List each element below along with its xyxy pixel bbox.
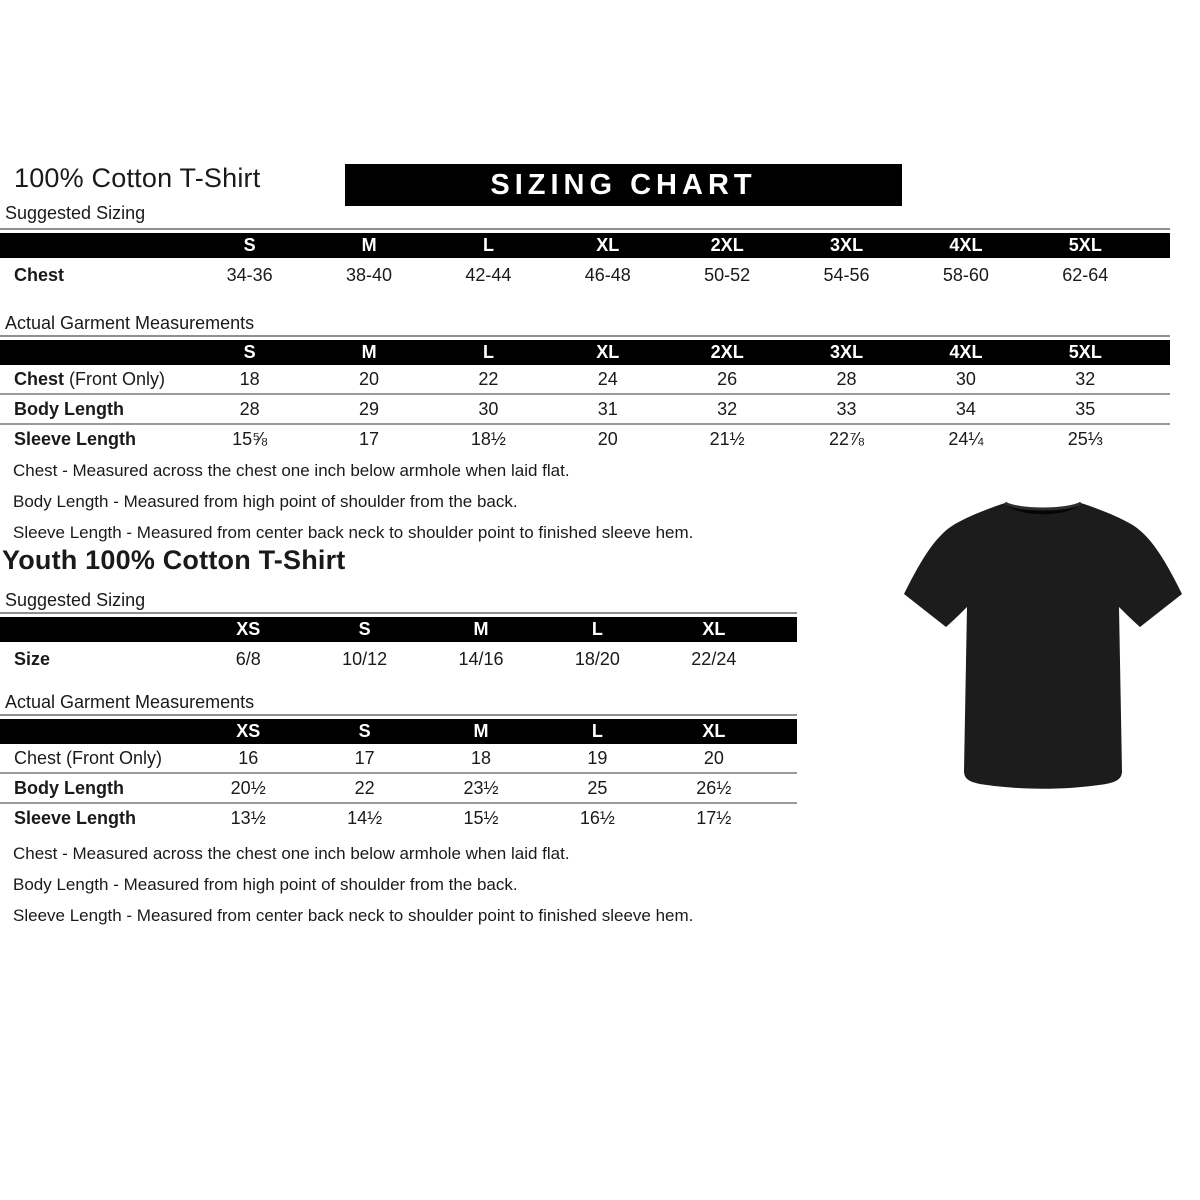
table-row [0,642,797,676]
cell: 28 [836,368,857,389]
cell: 54-56 [823,264,870,285]
col-header: L [591,721,603,741]
row-label-bold: Body Length [14,398,124,419]
table-row [0,365,1170,393]
youth-suggested-table [0,612,797,676]
col-header: S [358,721,371,741]
col-header: 5XL [1068,342,1102,362]
divider [0,228,1170,230]
row-label [0,748,190,769]
cell: 20½ [230,777,266,798]
cell: 29 [359,398,380,419]
divider [0,335,1170,337]
note-line: Body Length - Measured from high point of shoulder from the back. [13,875,518,894]
cell: 33 [836,398,857,419]
tshirt-image [893,483,1193,803]
col-header: XS [236,619,261,639]
cell: 19 [587,747,608,768]
adult-suggested-table [0,228,1170,292]
row-label [0,429,190,450]
col-header: S [243,342,256,362]
cell: 34 [955,398,976,419]
col-header: 5XL [1068,235,1102,255]
adult-measurement-notes [13,455,693,548]
youth-measurement-notes [13,838,693,931]
cell: 62-64 [1062,264,1109,285]
row-label: Chest [14,264,65,285]
cell: 14/16 [458,648,504,669]
cell: 32 [1075,368,1096,389]
row-label-bold: Sleeve Length [14,428,137,449]
note-line: Sleeve Length - Measured from center back neck to shoulder point to finished sleeve hem. [13,523,694,542]
youth-suggested-heading: Suggested Sizing [5,590,146,610]
note-line: Chest - Measured across the chest one inch below armhole when laid flat. [13,461,570,480]
cell: 17½ [696,807,732,828]
cell: 16 [238,747,259,768]
row-label [0,808,190,829]
col-header: 2XL [710,342,744,362]
col-header: XS [236,721,261,741]
row-label-bold: Sleeve Length [14,807,137,828]
adult-suggested-heading: Suggested Sizing [5,203,146,223]
cell: 17 [359,428,380,449]
col-header: XL [596,235,620,255]
table-row [0,744,797,772]
row-label-bold: Body Length [14,777,124,798]
cell: 18 [239,368,260,389]
adult-actual-header-row [0,340,1170,365]
table-row [0,804,797,832]
cell: 18/20 [574,648,620,669]
cell: 10/12 [342,648,388,669]
cell: 21½ [709,428,745,449]
col-header: L [591,619,603,639]
row-label [0,778,190,799]
cell: 24¼ [948,428,984,449]
cell: 18 [471,747,492,768]
cell: 42-44 [465,264,512,285]
cell: 58-60 [942,264,989,285]
cell: 15⅝ [232,428,268,449]
row-label: Size [14,648,51,669]
col-header: L [482,342,494,362]
row-label [0,369,190,390]
row-label-rest: Chest (Front Only) [14,747,163,768]
adult-suggested-header-row [0,233,1170,258]
row-label [0,399,190,420]
youth-section-title: Youth 100% Cotton T-Shirt [2,545,346,575]
cell: 22 [354,777,375,798]
cell: 23½ [463,777,499,798]
divider [0,714,797,716]
row-label-rest: (Front Only) [64,368,166,389]
youth-actual-heading: Actual Garment Measurements [5,692,255,712]
col-header: M [361,235,377,255]
cell: 46-48 [584,264,631,285]
row-label-bold: Chest [14,368,65,389]
cell: 25⅓ [1067,428,1103,449]
cell: 25 [587,777,608,798]
note-line: Sleeve Length - Measured from center back neck to shoulder point to finished sleeve hem. [13,906,694,925]
page-title: 100% Cotton T-Shirt [14,163,261,193]
col-header: 2XL [710,235,744,255]
sizing-chart-banner [345,164,902,206]
table-row [0,395,1170,423]
col-header: M [361,342,377,362]
cell: 20 [597,428,618,449]
cell: 14½ [347,807,383,828]
cell: 15½ [463,807,499,828]
col-header: M [473,619,489,639]
divider [0,612,797,614]
cell: 38-40 [346,264,393,285]
table-row [0,425,1170,453]
col-header: XL [702,721,726,741]
cell: 32 [717,398,738,419]
cell: 22/24 [691,648,737,669]
adult-actual-heading: Actual Garment Measurements [5,313,255,333]
col-header: S [243,235,256,255]
youth-actual-table [0,714,797,832]
cell: 13½ [230,807,266,828]
cell: 6/8 [235,648,261,669]
cell: 18½ [470,428,506,449]
cell: 34-36 [226,264,273,285]
cell: 26 [717,368,738,389]
note-line: Body Length - Measured from high point of shoulder from the back. [13,492,518,511]
cell: 22 [478,368,499,389]
sizing-chart-banner-text: SIZING CHART [490,168,757,201]
col-header: XL [596,342,620,362]
col-header: S [358,619,371,639]
youth-suggested-header-row [0,617,797,642]
youth-actual-header-row [0,719,797,744]
cell: 16½ [579,807,615,828]
col-header: M [473,721,489,741]
cell: 20 [703,747,724,768]
adult-actual-table [0,335,1170,453]
col-header: XL [702,619,726,639]
cell: 31 [597,398,618,419]
table-row [0,258,1170,292]
note-line: Chest - Measured across the chest one inch below armhole when laid flat. [13,844,570,863]
col-header: L [482,235,494,255]
cell: 28 [239,398,260,419]
cell: 35 [1075,398,1096,419]
cell: 30 [955,368,976,389]
cell: 50-52 [704,264,751,285]
col-header: 4XL [949,235,983,255]
black-tshirt-graphic [893,483,1193,803]
col-header: 3XL [830,342,864,362]
cell: 17 [354,747,375,768]
col-header: 3XL [830,235,864,255]
cell: 26½ [696,777,732,798]
cell: 20 [359,368,380,389]
cell: 30 [478,398,499,419]
cell: 22⅞ [829,428,865,449]
col-header: 4XL [949,342,983,362]
table-row [0,774,797,802]
cell: 24 [597,368,618,389]
